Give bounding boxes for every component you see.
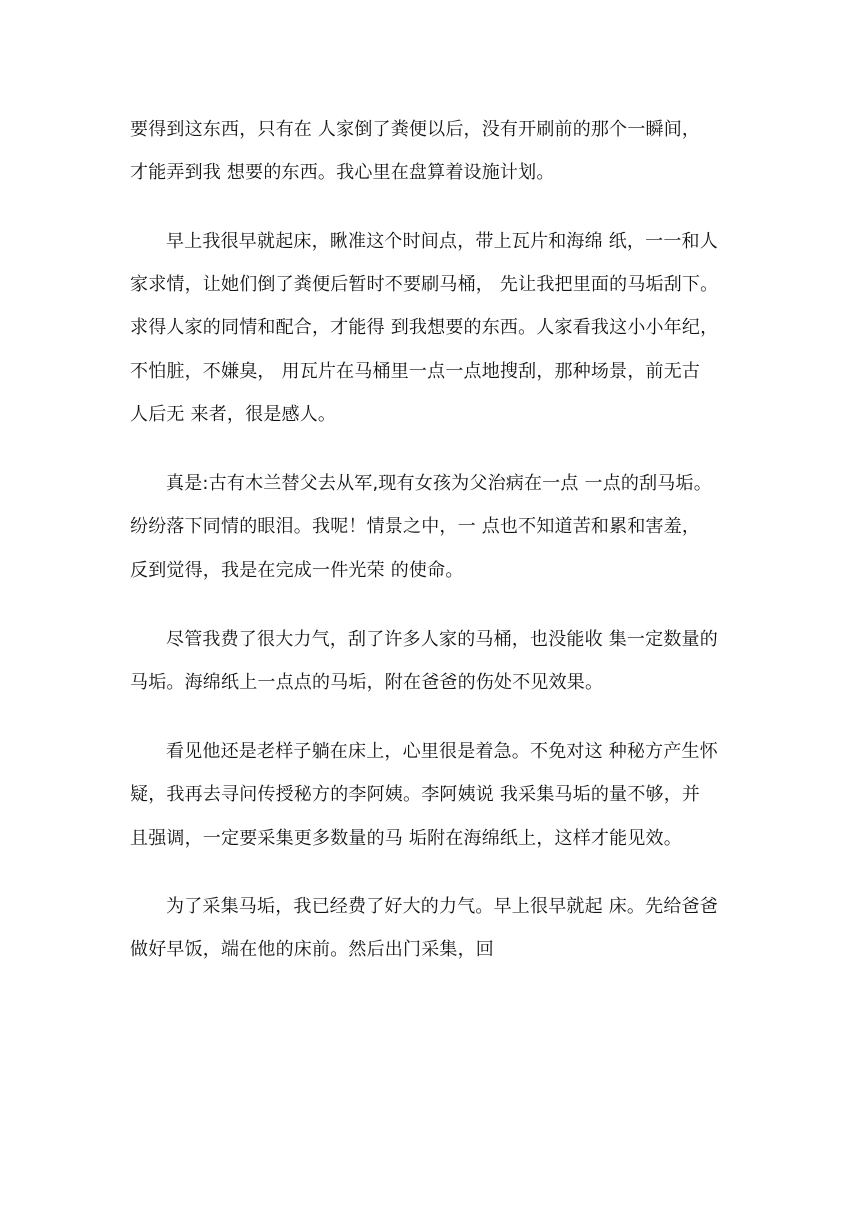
paragraph-1-line-2: 才能弄到我 想要的东西。我心里在盘算着设施计划。 <box>130 162 555 183</box>
paragraph-2-line-1: 早上我很早就起床，瞅准这个时间点，带上瓦片和海绵 纸，一一和人 <box>166 231 718 252</box>
paragraph-4-line-2: 马垢。海绵纸上一点点的马垢，附在爸爸的伤处不见效果。 <box>130 672 604 693</box>
paragraph-2-line-3: 求得人家的同情和配合，才能得 到我想要的东西。人家看我这小小年纪， <box>130 317 719 338</box>
paragraph-3-line-1: 真是:古有木兰替父去从军,现有女孩为父治病在一点 一点的刮马垢。 <box>166 473 712 494</box>
paragraph-6-line-1: 为了采集马垢，我已经费了好大的力气。早上很早就起 床。先给爸爸 <box>166 896 718 917</box>
paragraph-3-line-3: 反到觉得，我是在完成一件光荣 的使命。 <box>130 560 464 581</box>
paragraph-5-line-2: 疑，我再去寻问传授秘方的李阿姨。李阿姨说 我采集马垢的量不够，并 <box>130 784 701 805</box>
paragraph-3-line-2: 纷纷落下同情的眼泪。我呢！情景之中，一 点也不知道苦和累和害羞， <box>130 516 701 537</box>
paragraph-2-line-4: 不怕脏，不嫌臭， 用瓦片在马桶里一点一点地搜刮，那种场景，前无古 <box>130 361 701 382</box>
paragraph-1-line-1: 要得到这东西，只有在 人家倒了粪便以后，没有开刷前的那个一瞬间， <box>130 119 701 140</box>
paragraph-2-line-2: 家求情，让她们倒了粪便后暂时不要刷马桶， 先让我把里面的马垢刮下。 <box>130 274 719 295</box>
paragraph-5-line-3: 且强调，一定要采集更多数量的马 垢附在海绵纸上，这样才能见效。 <box>130 828 682 849</box>
paragraph-5-line-1: 看见他还是老样子躺在床上，心里很是着急。不免对这 种秘方产生怀 <box>166 741 718 762</box>
paragraph-4-line-1: 尽管我费了很大力气，刮了许多人家的马桶，也没能收 集一定数量的 <box>166 629 718 650</box>
paragraph-2-line-5: 人后无 来者，很是感人。 <box>130 404 337 425</box>
paragraph-6-line-2: 做好早饭，端在他的床前。然后出门采集，回 <box>130 939 494 960</box>
